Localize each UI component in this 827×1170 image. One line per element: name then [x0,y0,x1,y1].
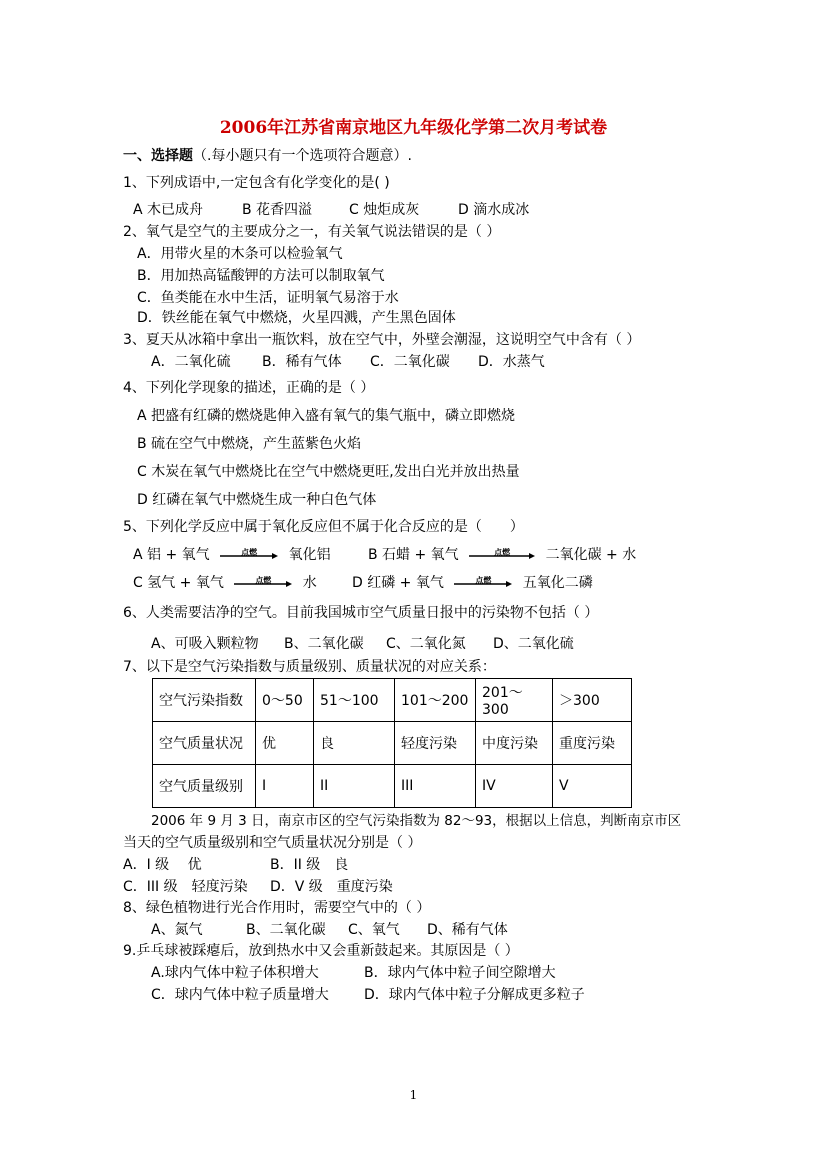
q4-option-d: D 红磷在氧气中燃烧生成一种白色气体 [137,492,377,508]
q5-c-reactants: C 氢气 + 氧气 [133,575,224,591]
q7-paragraph-1: 2006 年 9 月 3 日，南京市区的空气污染指数为 82～93，根据以上信息，判断南京市区 [151,813,682,829]
q3-option-d: D．水蒸气 [478,354,545,370]
table-cell: III [395,765,476,808]
table-cell: 优 [256,722,314,765]
q5-b-reactants: B 石蜡 + 氧气 [368,547,459,563]
table-cell: 空气质量级别 [153,765,256,808]
q2-option-a: A．用带火星的木条可以检验氧气 [137,246,343,262]
q3-option-a: A．二氧化硫 [151,354,231,370]
q6-option-d: D、二氧化硫 [493,636,574,652]
table-cell: 51～100 [314,679,395,722]
q9-option-c: C．球内气体中粒子质量增大 [151,987,329,1003]
q4-option-c: C 木炭在氧气中燃烧比在空气中燃烧更旺,发出白光并放出热量 [137,464,520,480]
table-cell: V [553,765,632,808]
q5-stem: 5、下列化学反应中属于氧化反应但不属于化合反应的是（ ） [123,519,524,535]
reaction-condition: 点燃 [494,548,511,557]
q2-option-b: B．用加热高锰酸钾的方法可以制取氧气 [137,268,385,284]
q9-option-a: A.球内气体中粒子体积增大 [151,965,319,981]
q6-option-c: C、二氧化氮 [386,636,466,652]
section-heading [123,147,412,165]
table-cell: 101～200 [395,679,476,722]
q2-stem: 2、氧气是空气的主要成分之一，有关氧气说法错误的是（ ） [123,224,501,240]
q5-a-product: 氧化铝 [288,547,331,563]
q9-option-d: D．球内气体中粒子分解成更多粒子 [364,987,585,1003]
q5-option-a [133,546,331,564]
arrow-icon [469,553,535,559]
q7-option-a: A．I 级 优 [123,857,202,873]
q7-option-b: B．II 级 良 [270,857,349,873]
table-row [153,722,632,765]
reaction-arrow [220,546,278,564]
table-cell: 空气污染指数 [153,679,256,722]
table-cell: 重度污染 [553,722,632,765]
q5-d-reactants: D 红磷 + 氧气 [352,575,444,591]
table-cell: 良 [314,722,395,765]
q3-option-c: C．二氧化碳 [370,354,450,370]
reaction-arrow [234,574,292,592]
q7-stem: 7、以下是空气污染指数与质量级别、质量状况的对应关系： [123,659,496,675]
arrow-icon [220,553,278,559]
section-label: 一、选择题 [123,148,193,164]
exam-title: 2006年江苏省南京地区九年级化学第二次月考试卷 [219,118,608,138]
table-cell: 201～300 [476,679,553,722]
q2-option-d: D．铁丝能在氧气中燃烧，火星四溅，产生黑色固体 [137,310,456,326]
q1-option-a: A 木已成舟 [133,202,204,218]
table-cell: ＞300 [553,679,632,722]
q5-option-c [133,574,317,592]
reaction-condition: 点燃 [255,576,272,585]
table-cell: 中度污染 [476,722,553,765]
q4-stem: 4、下列化学现象的描述，正确的是（ ） [123,380,375,396]
q1-stem: 1、下列成语中,一定包含有化学变化的是( ) [123,175,390,191]
q5-c-product: 水 [302,575,317,591]
q8-option-d: D、稀有气体 [427,922,508,938]
q8-option-c: C、氧气 [348,922,400,938]
q6-option-b: B、二氧化碳 [284,636,364,652]
q8-stem: 8、绿色植物进行光合作用时，需要空气中的（ ） [123,900,431,916]
reaction-condition: 点燃 [241,548,258,557]
table-cell: II [314,765,395,808]
reaction-arrow [454,574,512,592]
q9-option-b: B．球内气体中粒子间空隙增大 [364,965,556,981]
air-quality-table [152,678,632,808]
table-row [153,765,632,808]
q1-option-c: C 烛炬成灰 [349,202,420,218]
table-cell: 0～50 [256,679,314,722]
q3-stem: 3、夏天从冰箱中拿出一瓶饮料，放在空气中，外壁会潮湿，这说明空气中含有（ ） [123,332,641,348]
table-cell: IV [476,765,553,808]
page-number: 1 [409,1088,418,1102]
table-cell: 轻度污染 [395,722,476,765]
q7-paragraph-2: 当天的空气质量级别和空气质量状况分别是（ ） [123,835,422,851]
q4-option-b: B 硫在空气中燃烧，产生蓝紫色火焰 [137,436,362,452]
q1-option-d: D 滴水成冰 [458,202,530,218]
q5-a-reactants: A 铝 + 氧气 [133,547,210,563]
q7-option-d: D．V 级 重度污染 [270,879,393,895]
arrow-icon [454,581,512,587]
q3-option-b: B．稀有气体 [262,354,342,370]
table-cell: 空气质量状况 [153,722,256,765]
q8-option-a: A、氮气 [151,922,203,938]
q9-stem: 9.乒乓球被踩瘪后，放到热水中又会重新鼓起来。其原因是（ ） [123,943,519,959]
q1-option-b: B 花香四溢 [242,202,313,218]
q7-option-c: C．III 级 轻度污染 [123,879,248,895]
q2-option-c: C．鱼类能在水中生活，证明氧气易溶于水 [137,290,399,306]
table-cell: I [256,765,314,808]
q5-b-product: 二氧化碳 + 水 [545,547,637,563]
q6-stem: 6、人类需要洁净的空气。目前我国城市空气质量日报中的污染物不包括（ ） [123,605,599,621]
q8-option-b: B、二氧化碳 [246,922,326,938]
q5-option-b [368,546,636,564]
arrow-icon [234,581,292,587]
q5-d-product: 五氧化二磷 [522,575,593,591]
reaction-arrow [469,546,535,564]
reaction-condition: 点燃 [475,576,492,585]
section-note: （.每小题只有一个选项符合题意）. [193,148,412,164]
q4-option-a: A 把盛有红磷的燃烧匙伸入盛有氧气的集气瓶中，磷立即燃烧 [137,408,516,424]
table-row [153,679,632,722]
q6-option-a: A、可吸入颗粒物 [151,636,259,652]
q5-option-d [352,574,593,592]
